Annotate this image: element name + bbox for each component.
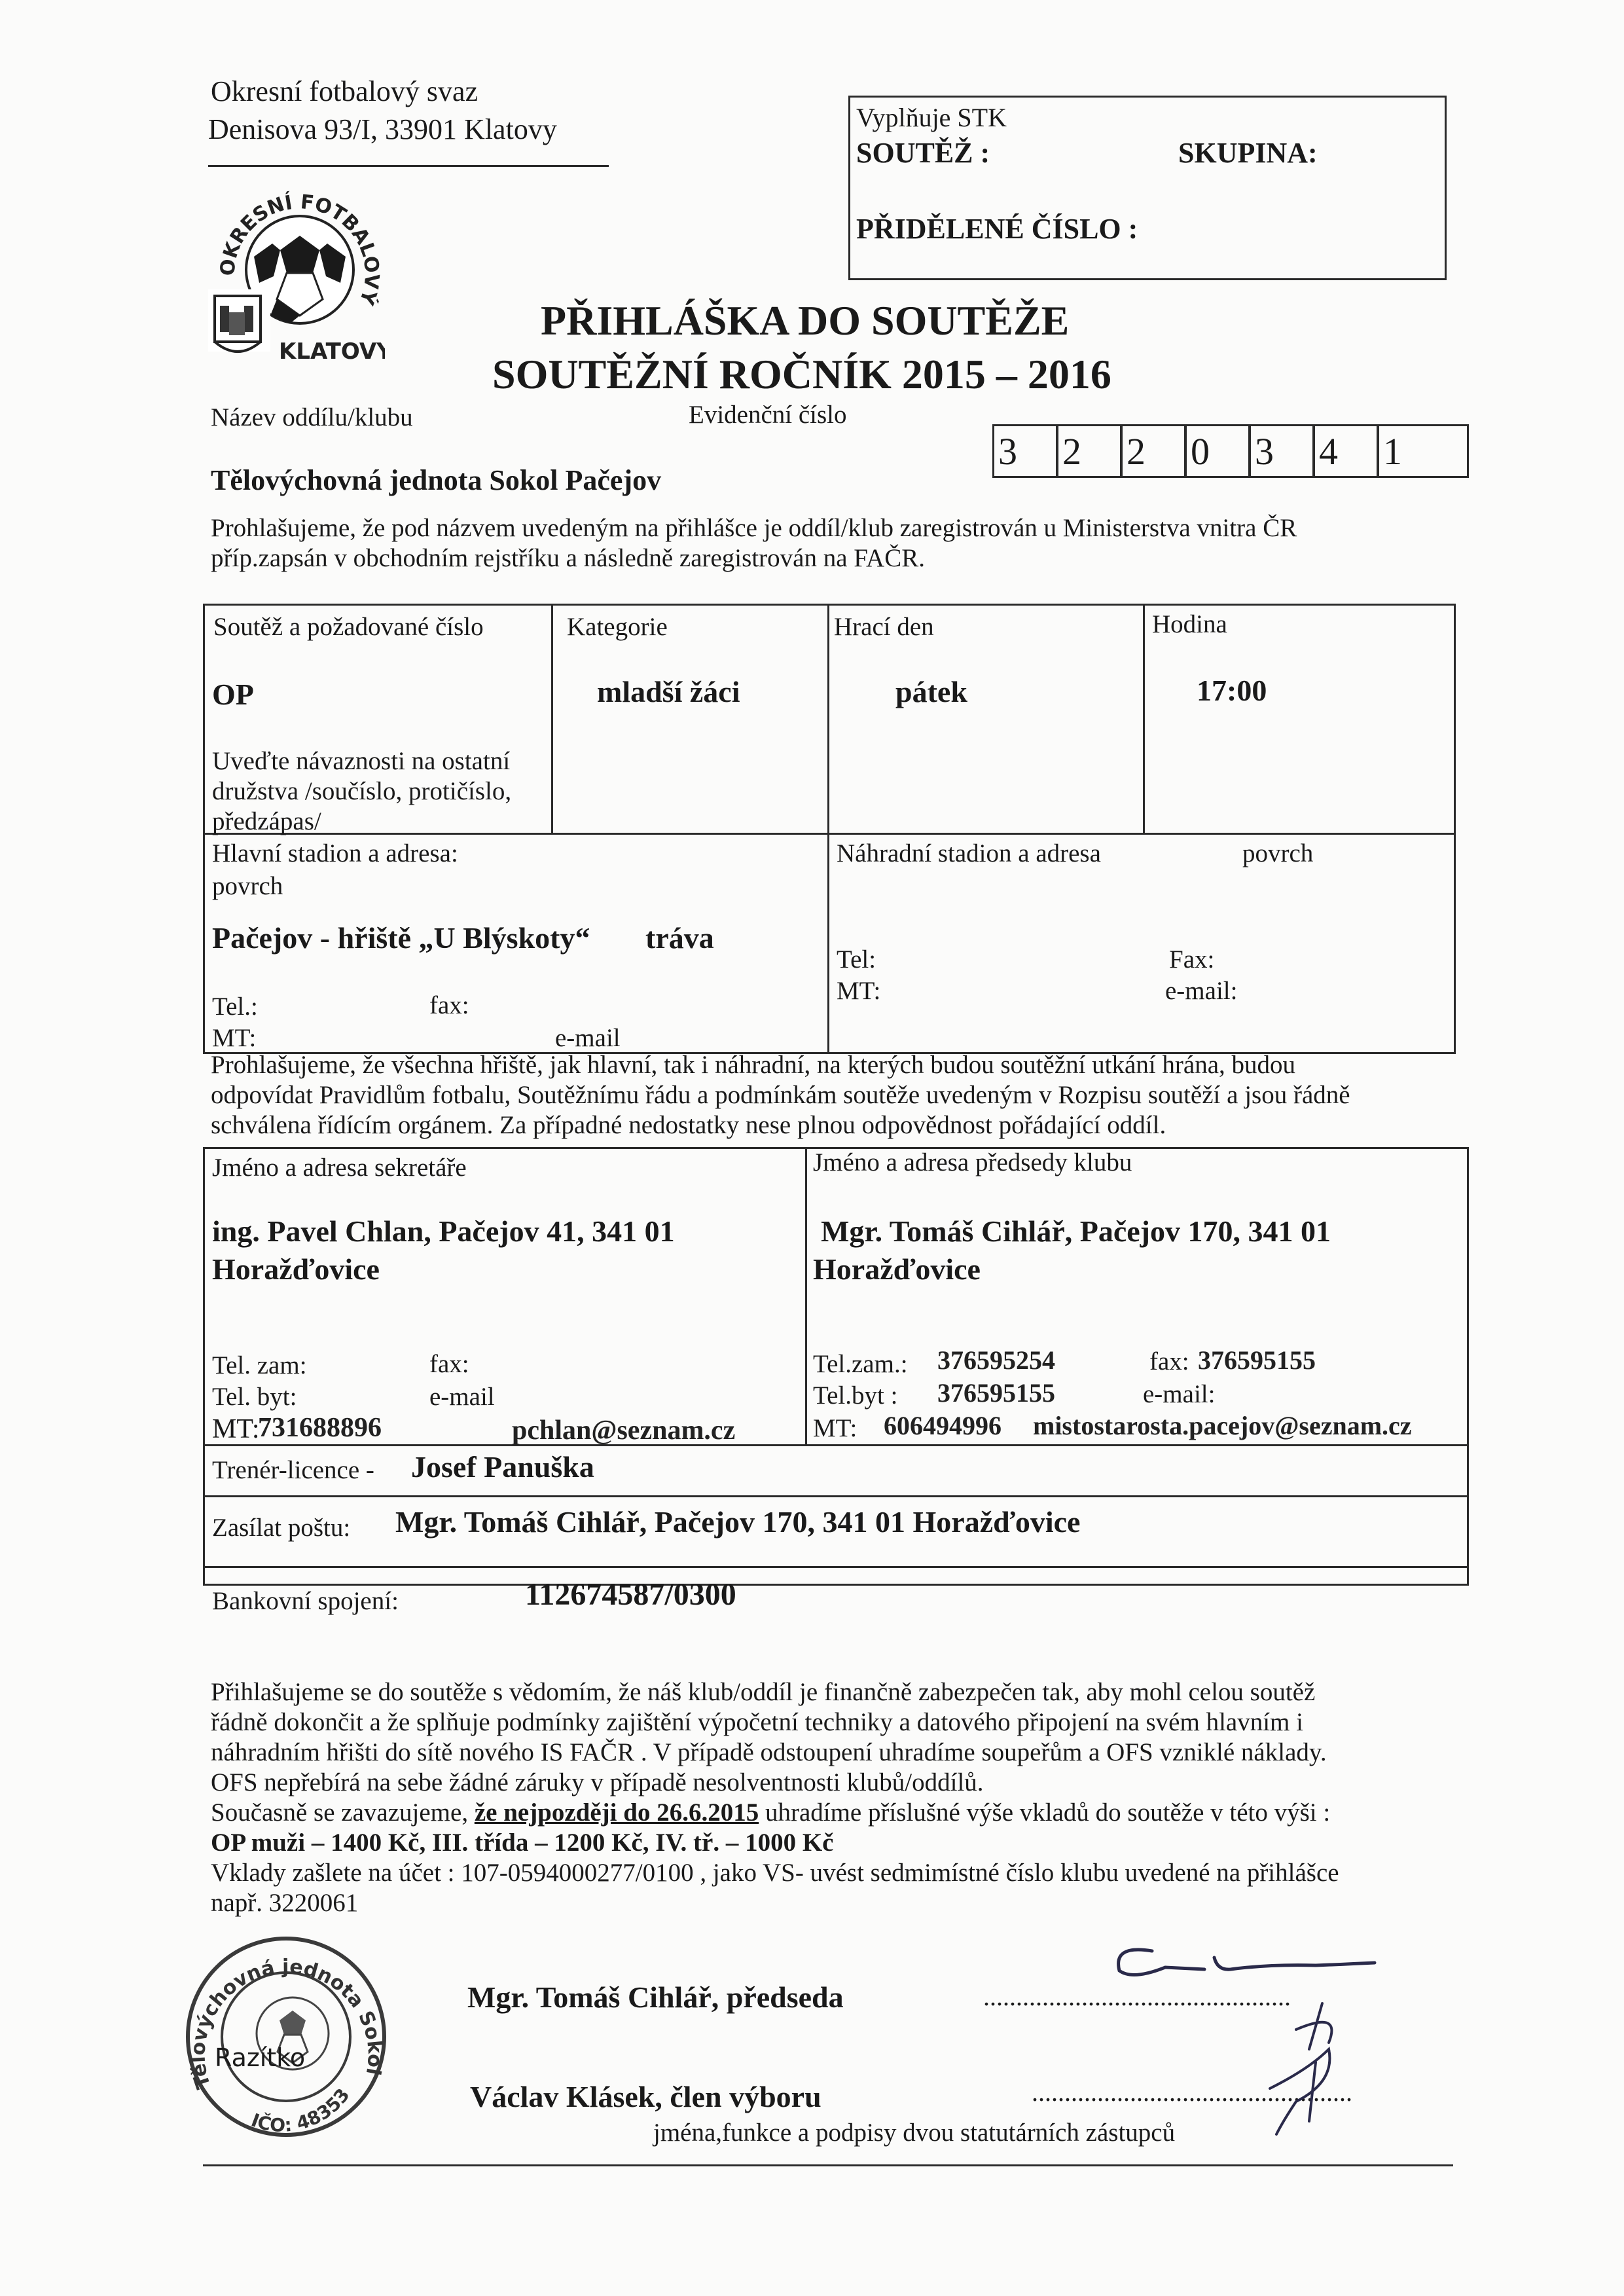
club-name-value: Tělovýchovná jednota Sokol Pačejov: [211, 464, 662, 496]
category-value: mladší žáci: [597, 675, 740, 708]
financial-line-5: [211, 1798, 1339, 1828]
play-day-value: pátek: [895, 675, 967, 708]
alt-stadium-label: Náhradní stadion a adresa: [837, 839, 1101, 867]
signer-2: Václav Klásek, člen výboru: [470, 2080, 821, 2113]
chairman-mt-value: 606494996: [884, 1411, 1001, 1440]
competition-label: Soutěž a požadované číslo: [213, 613, 484, 641]
mail-value: Mgr. Tomáš Cihlář, Pačejov 170, 341 01 Horažďovice: [395, 1505, 1081, 1539]
main-stadium-label: Hlavní stadion a adresa:: [212, 839, 458, 867]
table-divider: [203, 1566, 1469, 1568]
chairman-tel-zam-label: Tel.zam.:: [813, 1350, 908, 1378]
declaration-registration: [211, 513, 1297, 574]
main-fax-label: fax:: [429, 991, 469, 1019]
form-title: PŘIHLÁŠKA DO SOUTĚŽE: [541, 297, 1070, 344]
chairman-label: Jméno a adresa předsedy klubu: [813, 1148, 1132, 1176]
play-day-label: Hrací den: [834, 613, 934, 641]
chairman-fax-label: fax:: [1149, 1347, 1189, 1376]
chairman-tel-byt-value: 376595155: [937, 1378, 1055, 1408]
main-stadium-value: Pačejov - hřiště „U Blýskoty“: [212, 921, 590, 955]
stamp-label: Razítko: [215, 2043, 306, 2072]
handwritten-signature-2: [1244, 1990, 1375, 2141]
financial-line-8: např. 3220061: [211, 1889, 359, 1917]
alt-tel-label: Tel:: [837, 945, 876, 974]
signature-line-1: ...............................................: [983, 1982, 1291, 2011]
evid-digit-4: 0: [1185, 424, 1250, 478]
hour-label: Hodina: [1152, 610, 1227, 638]
declaration-fields-line: odpovídat Pravidlům fotbalu, Soutěžnímu řádu a podmínkám soutěže uvedeným v Rozpisu soutěží a jsou řádně: [211, 1081, 1350, 1109]
declaration-registration-line: Prohlašujeme, že pod názvem uvedeným na přihlášce je oddíl/klub zaregistrován u Ministerstva vnitra ČR: [211, 514, 1297, 542]
table-divider: [203, 1444, 1469, 1446]
coach-value: Josef Panuška: [411, 1450, 594, 1484]
club-name-label: Název oddílu/klubu: [211, 403, 413, 431]
chairman-tel-byt-label: Tel.byt :: [813, 1381, 898, 1410]
logo-city: KLATOVY: [279, 338, 385, 365]
alt-fax-label: Fax:: [1169, 945, 1215, 974]
bank-value: 112674587/0300: [525, 1577, 736, 1612]
table-divider: [551, 604, 553, 834]
table-divider: [1143, 604, 1145, 834]
mail-label: Zasílat poštu:: [212, 1514, 351, 1542]
stk-fills-label: Vyplňuje STK: [856, 103, 1007, 132]
hour-value: 17:00: [1197, 674, 1267, 707]
logo-ring-text: OKRESNÍ FOTBALOVÝ: [216, 191, 384, 308]
team-links-label: [212, 746, 511, 837]
chairman-email-value: mistostarosta.pacejov@seznam.cz: [1033, 1411, 1412, 1440]
chairman-name: Mgr. Tomáš Cihlář, Pačejov 170, 341 01: [821, 1214, 1331, 1248]
team-links-line: Uveďte návaznosti na ostatní: [212, 747, 511, 775]
secretary-label: Jméno a adresa sekretáře: [212, 1154, 467, 1182]
main-tel-label: Tel.:: [212, 993, 258, 1021]
stamp-ico: IČO: 48353: [248, 2084, 354, 2137]
signature-line-2: .................................................: [1032, 2077, 1352, 2107]
main-surface-label: povrch: [212, 872, 283, 900]
declaration-fields-line: schválena řídícím orgánem. Za případné nedostatky nese plnou odpovědnost pořádající oddíl.: [211, 1111, 1166, 1139]
category-label: Kategorie: [567, 613, 668, 641]
org-name: Okresní fotbalový svaz: [211, 75, 478, 107]
financial-line-4: OFS nepřebírá na sebe žádné záruky v případě nesolventnosti klubů/oddílů.: [211, 1768, 984, 1796]
alt-email-label: e-mail:: [1165, 977, 1238, 1005]
financial-line-1: Přihlašujeme se do soutěže s vědomím, že náš klub/oddíl je finančně zabezpečen tak, aby mohl celou soutěž: [211, 1678, 1316, 1706]
table-divider: [805, 1147, 807, 1446]
declaration-fields-line: Prohlašujeme, že všechna hřiště, jak hlavní, tak i náhradní, na kterých budou soutěžní utkání hrána, budou: [211, 1051, 1296, 1079]
secretary-city: Horažďovice: [212, 1252, 380, 1286]
secretary-mt-value: 731688896: [258, 1413, 382, 1443]
financial-line-5-start: Současně se zavazujeme,: [211, 1798, 475, 1827]
evid-label: Evidenční číslo: [689, 401, 847, 429]
evid-digit-2: 2: [1056, 424, 1122, 478]
season-title: SOUTĚŽNÍ ROČNÍK 2015 – 2016: [492, 351, 1111, 397]
main-surface-value: tráva: [645, 921, 714, 955]
evid-digit-7: 1: [1377, 424, 1469, 478]
evid-digit-3: 2: [1121, 424, 1186, 478]
footer-rule: [203, 2164, 1453, 2166]
signer-1: Mgr. Tomáš Cihlář, předseda: [467, 1980, 844, 2014]
secretary-name: ing. Pavel Chlan, Pačejov 41, 341 01: [212, 1214, 675, 1248]
alt-mt-label: MT:: [837, 977, 881, 1005]
secretary-mt-label: MT:: [212, 1414, 260, 1444]
table-divider: [827, 604, 829, 834]
declaration-fields: [211, 1050, 1350, 1140]
chairman-tel-zam-value: 376595254: [937, 1345, 1055, 1375]
coach-label: Trenér-licence -: [212, 1456, 374, 1484]
secretary-fax-label: fax:: [429, 1350, 469, 1378]
chairman-mt-label: MT:: [813, 1414, 857, 1442]
stk-soutez-label: SOUTĚŽ :: [856, 137, 990, 169]
stamp-ring-text: Tělovýchovná jednota Sokol: [187, 1955, 387, 2092]
financial-fees: OP muži – 1400 Kč, III. třída – 1200 Kč, IV. tř. – 1000 Kč: [211, 1829, 834, 1857]
stk-pridelene-label: PŘIDĚLENÉ ČÍSLO :: [856, 213, 1138, 245]
alt-surface-label: povrch: [1242, 839, 1314, 867]
evid-digit-6: 4: [1313, 424, 1379, 478]
table-divider: [827, 833, 829, 1054]
chairman-city: Horažďovice: [813, 1252, 981, 1286]
table-divider: [203, 1495, 1469, 1497]
main-mt-label: MT:: [212, 1024, 257, 1052]
handwritten-signature-1: [1100, 1931, 1440, 1984]
team-links-line: družstva /součíslo, protičíslo,: [212, 777, 512, 805]
financial-line-3: náhradním hřišti do sítě nového IS FAČR . V případě odstoupení uhradíme soupeřům a OFS vzniklé náklady.: [211, 1738, 1327, 1766]
competition-value: OP: [212, 678, 254, 711]
financial-line-5-end: uhradíme příslušné výše vkladů do soutěže v této výši :: [759, 1798, 1331, 1827]
bank-label: Bankovní spojení:: [212, 1587, 399, 1615]
signatures-note: jména,funkce a podpisy dvou statutárních zástupců: [653, 2119, 1176, 2147]
main-email-label: e-mail: [555, 1024, 621, 1052]
secretary-tel-zam-label: Tel. zam:: [212, 1351, 307, 1379]
financial-declaration: [211, 1677, 1339, 1918]
ofs-klatovy-logo: [208, 178, 385, 368]
declaration-registration-line: příp.zapsán v obchodním rejstříku a následně zaregistrován na FAČR.: [211, 544, 925, 572]
financial-line-7: Vklady zašlete na účet : 107-0594000277/0100 , jako VS- uvést sedmimístné číslo klubu uvedené na přihlášce: [211, 1859, 1339, 1887]
deadline: že nejpozději do 26.6.2015: [474, 1798, 759, 1827]
club-stamp: [178, 1929, 394, 2145]
secretary-email-value: pchlan@seznam.cz: [512, 1415, 736, 1446]
chairman-email-label: e-mail:: [1143, 1380, 1216, 1408]
secretary-email-label: e-mail: [429, 1383, 495, 1411]
financial-line-2: řádně dokončit a že splňuje podmínky zajištění výpočetní techniky a datového připojení na svém hlavním i: [211, 1708, 1303, 1736]
evid-digit-5: 3: [1249, 424, 1314, 478]
org-address: Denisova 93/I, 33901 Klatovy: [208, 113, 557, 145]
evid-digit-1: 3: [992, 424, 1058, 478]
secretary-tel-byt-label: Tel. byt:: [212, 1383, 297, 1411]
org-underline: [208, 165, 609, 167]
stk-skupina-label: SKUPINA:: [1178, 137, 1318, 169]
team-links-line: předzápas/: [212, 807, 321, 835]
chairman-fax-value: 376595155: [1198, 1345, 1316, 1375]
